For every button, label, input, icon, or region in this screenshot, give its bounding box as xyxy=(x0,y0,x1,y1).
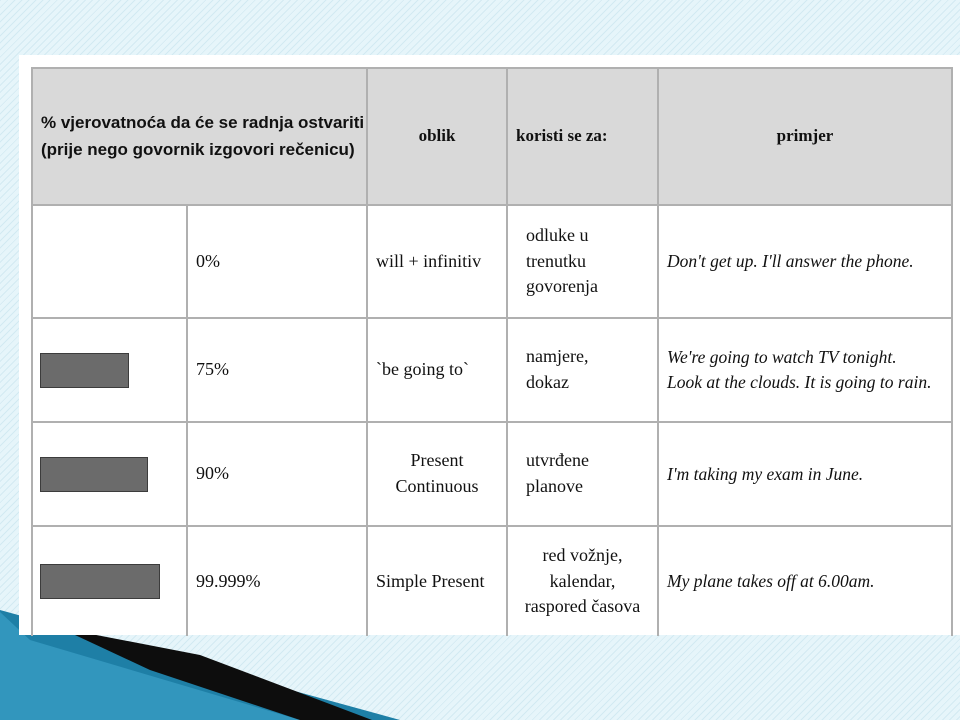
form-line: Present xyxy=(410,450,464,471)
example-cell xyxy=(658,205,952,318)
table-row xyxy=(32,526,952,636)
use-line: raspored časova xyxy=(524,596,641,617)
header-form: oblik xyxy=(367,68,507,205)
use-line: kalendar, xyxy=(549,570,616,591)
probability-bar xyxy=(40,353,129,388)
use-cell xyxy=(507,205,658,318)
form-line: will + infinitiv xyxy=(376,250,482,271)
use-cell xyxy=(507,526,658,636)
example-line: Don't get up. I'll answer the phone. xyxy=(667,251,914,272)
use-line: namjere, xyxy=(526,346,589,367)
probability-bar-cell xyxy=(32,422,187,526)
probability-bar xyxy=(40,457,148,492)
header-use: koristi se za: xyxy=(507,68,658,205)
use-line: govorenja xyxy=(526,276,598,297)
use-line: trenutku xyxy=(526,250,586,271)
probability-bar-cell xyxy=(32,526,187,636)
form-line: Simple Present xyxy=(376,570,485,591)
use-line: planove xyxy=(526,476,583,496)
probability-table xyxy=(31,67,953,636)
form-line: `be going to` xyxy=(376,359,469,380)
example-line: We're going to watch TV tonight. xyxy=(667,347,897,368)
header-probability-line1: % vjerovatnoća da će se radnja ostvariti xyxy=(41,113,365,133)
example-cell xyxy=(658,318,952,422)
use-line: dokaz xyxy=(526,372,569,392)
header-example: primjer xyxy=(658,68,952,205)
table-header-row xyxy=(32,68,952,205)
use-line: utvrđene xyxy=(526,450,589,471)
content-panel xyxy=(19,55,960,635)
header-probability-line2: (prije nego govornik izgovori rečenicu) xyxy=(41,139,355,159)
example-line: I'm taking my exam in June. xyxy=(667,463,864,484)
use-line: odluke u xyxy=(526,225,589,246)
table-row xyxy=(32,205,952,318)
percent-cell: 0% xyxy=(187,205,367,318)
example-line: Look at the clouds. It is going to rain. xyxy=(667,372,932,392)
form-cell xyxy=(367,318,507,422)
form-cell xyxy=(367,205,507,318)
form-cell xyxy=(367,422,507,526)
percent-cell: 90% xyxy=(187,422,367,526)
use-cell xyxy=(507,422,658,526)
percent-cell: 75% xyxy=(187,318,367,422)
example-cell xyxy=(658,526,952,636)
probability-bar xyxy=(40,564,160,599)
percent-cell: 99.999% xyxy=(187,526,367,636)
table-row xyxy=(32,422,952,526)
use-cell xyxy=(507,318,658,422)
use-line: red vožnje, xyxy=(542,545,623,566)
table-row xyxy=(32,318,952,422)
example-cell xyxy=(658,422,952,526)
probability-bar-cell xyxy=(32,318,187,422)
probability-bar-cell xyxy=(32,205,187,318)
form-cell xyxy=(367,526,507,636)
example-line: My plane takes off at 6.00am. xyxy=(667,571,875,592)
header-probability xyxy=(32,68,367,205)
form-line: Continuous xyxy=(395,476,479,496)
